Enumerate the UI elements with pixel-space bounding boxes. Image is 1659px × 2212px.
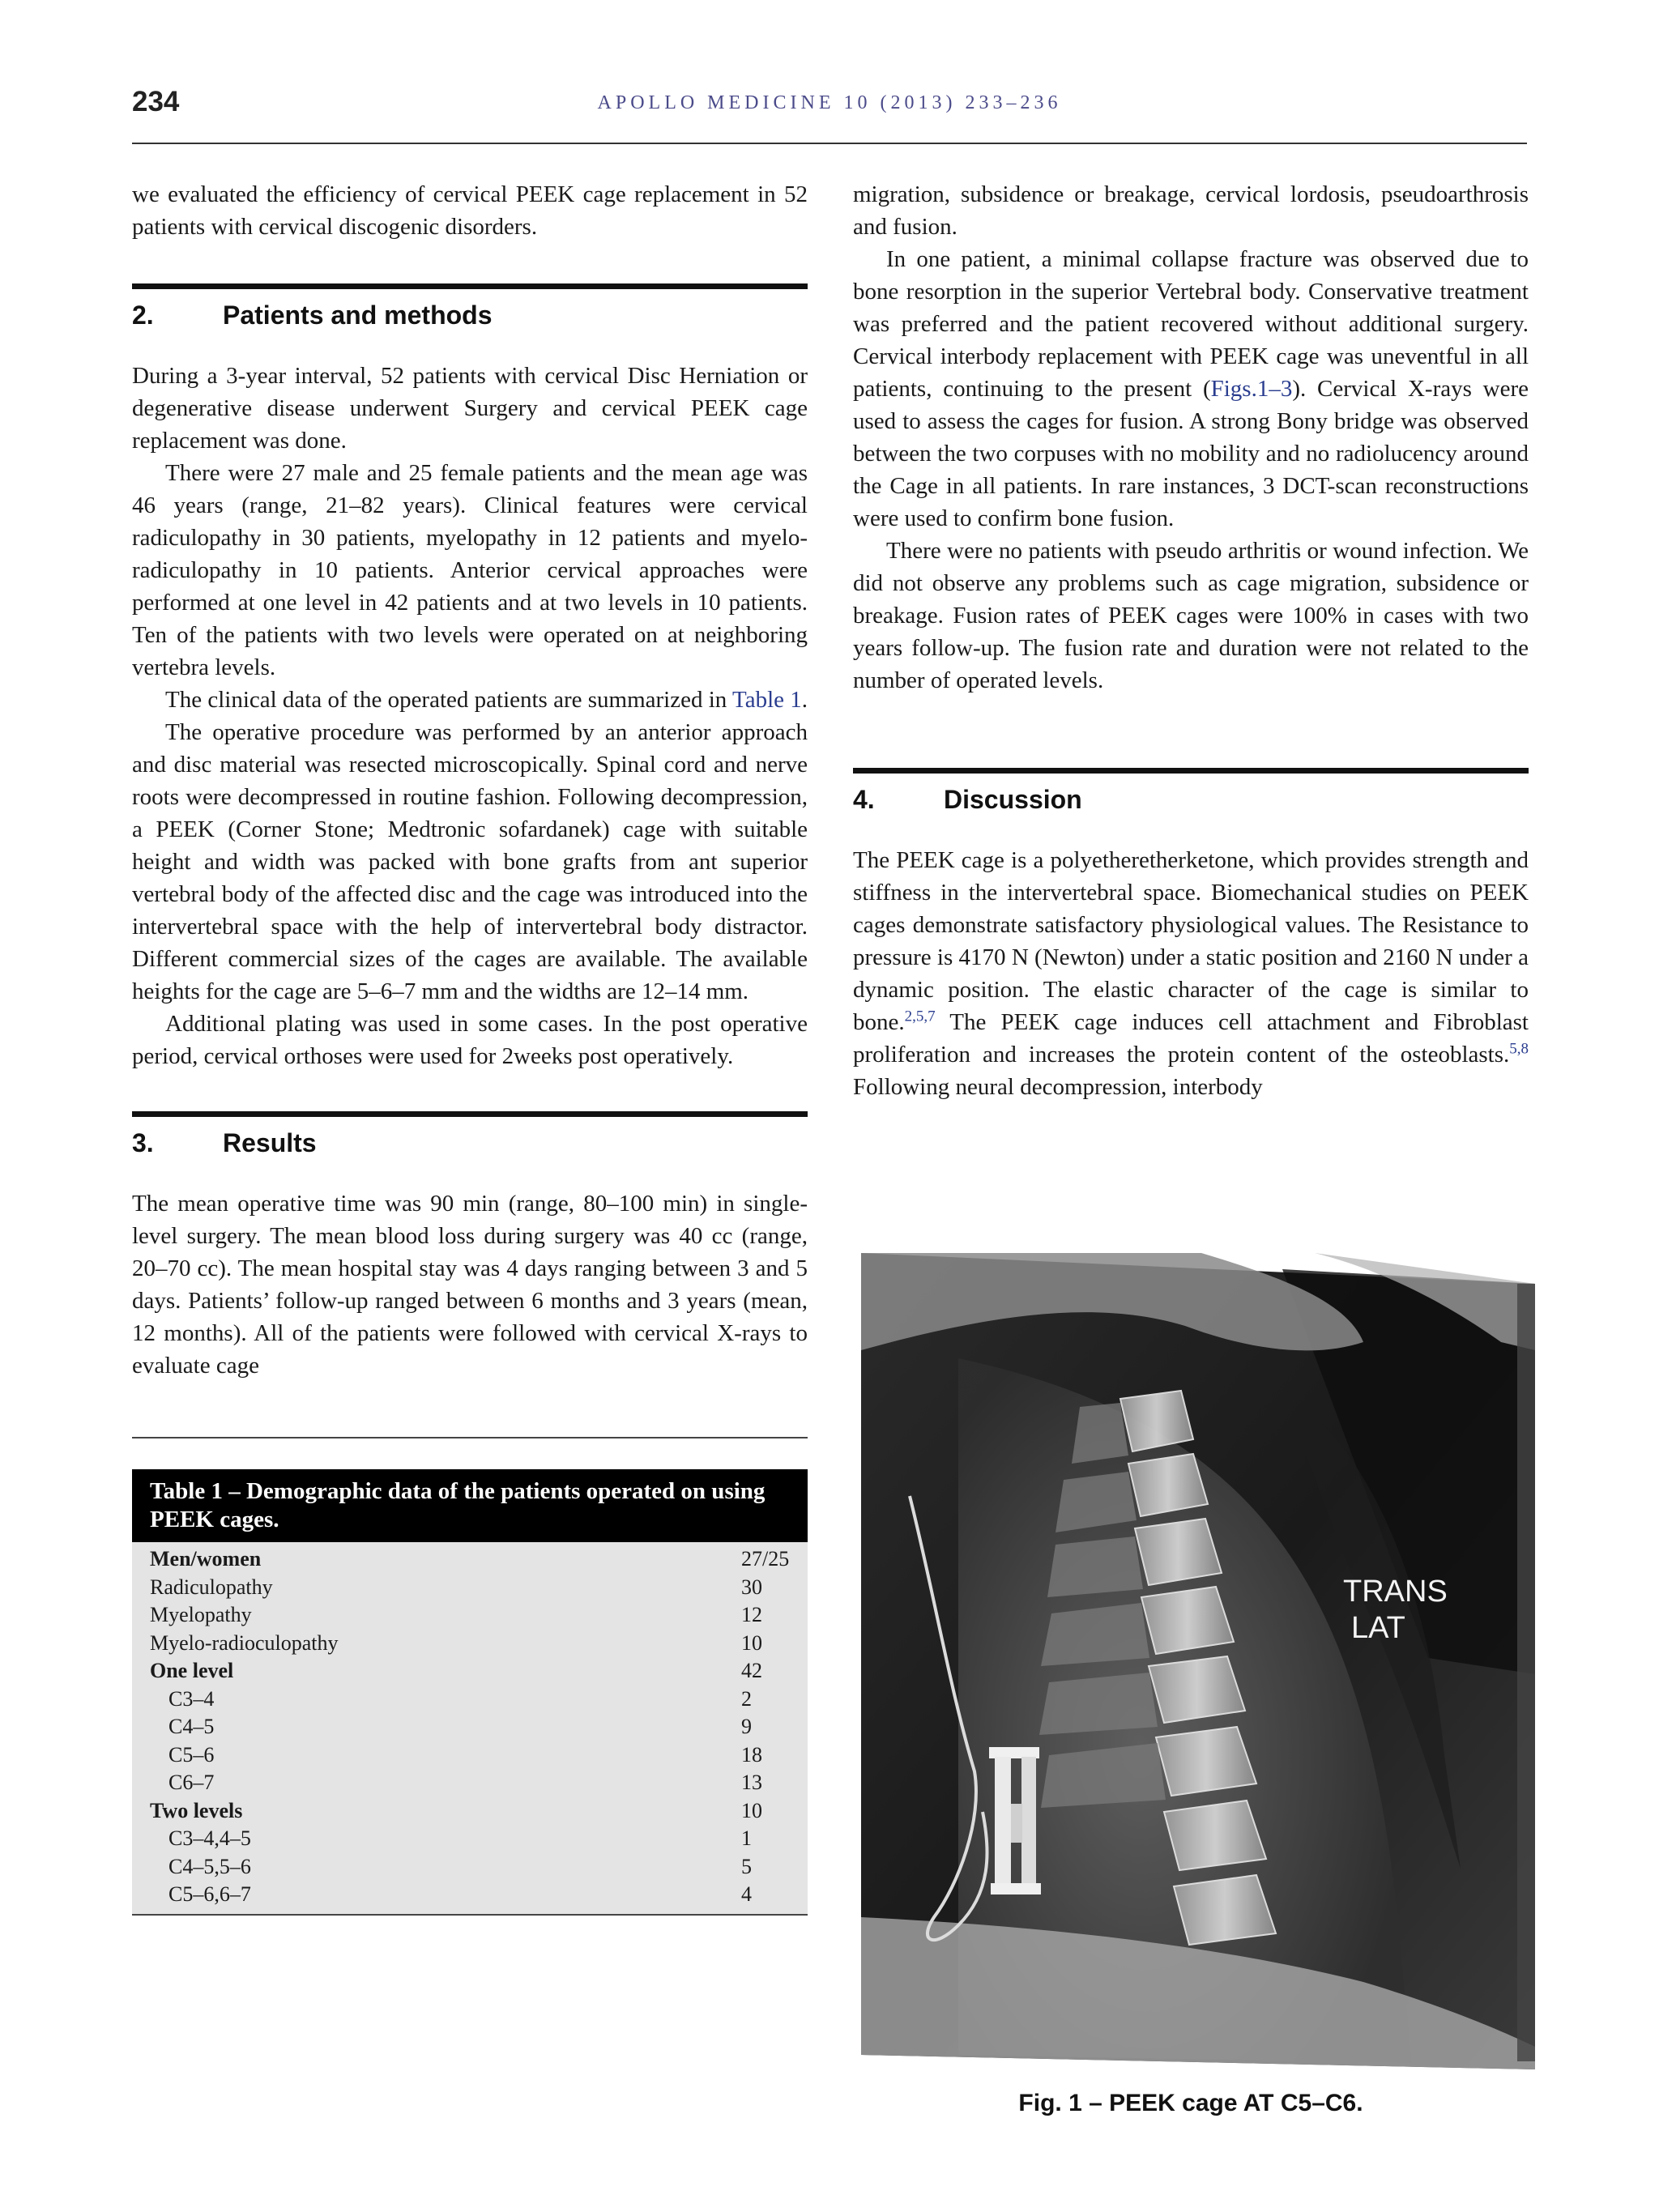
row-value: 42: [741, 1659, 762, 1683]
right-column: [853, 178, 1529, 1103]
section-number: 3.: [132, 1128, 154, 1157]
table-top-rule: [132, 1437, 808, 1438]
results-paragraph-3: In one patient, a minimal collapse fracture was observed due to bone resorption in the superior Vertebral body. Conservative treatment was preferred and the patient recovered without additional surgery. Cervical interbody replacement with PEEK cage was uneventful in all patients, continuing to the present (Figs.1–3). Cervical X-rays were used to assess the cages for fusion. A strong Bony bridge was observed between the two corpuses with no mobility and no radiolucency around the Cage in all patients. In rare instances, 3 DCT-scan reconstructions were used to confirm bone fusion.: [853, 246, 1529, 531]
row-label: Two levels: [150, 1798, 243, 1822]
row-value: 2: [741, 1686, 752, 1711]
figs-1-3-link[interactable]: Figs.1–3: [1210, 376, 1293, 402]
methods-paragraph-4: The operative procedure was performed by an anterior approach and disc material was resected microscopically. Spinal cord and nerve roots were decompressed in routine fashion. Following decompression, a PEEK (Corner Stone; Medtronic sofardanek) cage with suitable height and width was packed with bone grafts from ant superior vertebral body of the affected disc and the cage was introduced into the intervertebral space with the help of intervertebral body distractor. Different commercial sizes of the cages are available. The available heights for the cage are 5–6–7 mm and the widths are 12–14 mm.: [132, 719, 808, 1004]
results-paragraph-2: migration, subsidence or breakage, cervical lordosis, pseudoarthrosis and fusion.: [853, 181, 1529, 240]
methods-paragraph-1: During a 3-year interval, 52 patients with cervical Disc Herniation or degenerative disease underwent Surgery and cervical PEEK cage replacement was done.: [132, 363, 808, 454]
table-row: [132, 1797, 808, 1826]
row-value: 9: [741, 1715, 752, 1739]
intro-paragraph: we evaluated the efficiency of cervical PEEK cage replacement in 52 patients with cervical discogenic disorders.: [132, 181, 808, 240]
table-row: [132, 1853, 808, 1882]
citation-2-5-7[interactable]: 2,5,7: [904, 1008, 936, 1025]
table-row: [132, 1769, 808, 1797]
row-label: C3–4,4–5: [168, 1826, 251, 1851]
row-label: Myelo-radioculopathy: [150, 1630, 339, 1655]
row-label: C6–7: [168, 1771, 215, 1795]
table-row: [132, 1542, 808, 1574]
row-label: C5–6: [168, 1742, 215, 1767]
row-value: 5: [741, 1854, 752, 1878]
section-number: 4.: [853, 785, 875, 814]
row-value: 4: [741, 1882, 752, 1907]
journal-citation: APOLLO MEDICINE 10 (2013) 233–236: [597, 92, 1062, 113]
xray-label-trans: TRANS: [1343, 1575, 1448, 1609]
section-number: 2.: [132, 300, 154, 330]
row-value: 1: [741, 1826, 752, 1851]
table-1-link[interactable]: Table 1: [732, 687, 802, 713]
row-value: 10: [741, 1630, 762, 1655]
table-row: [132, 1713, 808, 1741]
row-label: Radiculopathy: [150, 1575, 273, 1599]
row-label: C3–4: [168, 1686, 215, 1711]
row-label: C4–5: [168, 1715, 215, 1739]
results-paragraph-1: The mean operative time was 90 min (range, 80–100 min) in single-level surgery. The mean blood loss during surgery was 40 cc (range, 20–70 cc). The mean hospital stay was 4 days ranging between 3 and 5 days. Patients’ follow-up ranged between 6 months and 3 years (mean, 12 months). All of the patients were followed with cervical X-rays to evaluate cage: [132, 1191, 808, 1379]
running-header: [132, 79, 1527, 144]
row-value: 13: [741, 1771, 762, 1795]
figure-caption: Fig. 1 – PEEK cage AT C5–C6.: [1018, 2090, 1363, 2116]
row-label: Myelopathy: [150, 1603, 252, 1627]
table-row: [132, 1741, 808, 1770]
section-title: Patients and methods: [223, 300, 493, 330]
xray-figure: [861, 1253, 1535, 2071]
citation-5-8[interactable]: 5,8: [1509, 1040, 1529, 1058]
row-value: 27/25: [741, 1547, 790, 1571]
row-label: One level: [150, 1659, 234, 1683]
methods-paragraph-5: Additional plating was used in some cases. In the post operative period, cervical orthoses were used for 2weeks post operatively.: [132, 1011, 808, 1069]
demographic-table: [132, 1469, 808, 1916]
section-4-heading: [853, 768, 1529, 815]
table-row: [132, 1630, 808, 1658]
cervical-xray-image: [861, 1253, 1535, 2071]
results-paragraph-4: There were no patients with pseudo arthritis or wound infection. We did not observe any problems such as cage migration, subsidence or breakage. Fusion rates of PEEK cages were 100% in cases with two years follow-up. The fusion rate and duration were not related to the number of operated levels.: [853, 538, 1529, 693]
section-title: Results: [223, 1128, 317, 1157]
section-title: Discussion: [944, 785, 1082, 814]
row-label: C4–5,5–6: [168, 1854, 251, 1878]
table-caption: Table 1 – Demographic data of the patients operated on using PEEK cages.: [132, 1469, 808, 1542]
table-row: [132, 1657, 808, 1686]
header-rule: [132, 143, 1527, 144]
table-row: [132, 1686, 808, 1714]
row-label: C5–6,6–7: [168, 1882, 251, 1907]
page-number: 234: [132, 86, 180, 117]
row-value: 30: [741, 1575, 762, 1599]
discussion-paragraph-1: The PEEK cage is a polyetheretherketone, which provides strength and stiffness in the intervertebral space. Biomechanical studies on PEEK cages demonstrate satisfactory physiological values. The Resistance to pressure is 4170 N (Newton) under a static position and 2160 N under a dynamic position. The elastic character of the cage is similar to bone.$^{2,5,7}$ The PEEK cage induces cell attachment and Fibroblast proliferation and increases the protein content of the osteoblasts.$^{5,8}$ Following neural decompression, interbody: [853, 847, 1529, 1100]
xray-label-lat: LAT: [1351, 1611, 1405, 1645]
row-label: Men/women: [150, 1547, 262, 1571]
section-3-heading: [132, 1111, 808, 1158]
section-2-heading: [132, 283, 808, 330]
row-value: 10: [741, 1798, 762, 1822]
row-value: 12: [741, 1603, 762, 1627]
table-row: [132, 1881, 808, 1914]
methods-paragraph-3: The clinical data of the operated patients are summarized in Table 1.: [165, 687, 808, 713]
methods-paragraph-2: There were 27 male and 25 female patients and the mean age was 46 years (range, 21–82 years). Clinical features were cervical radiculopathy in 30 patients, myelopathy in 12 patients and myelo-radiculopathy in 10 patients. Anterior cervical approaches were performed at one level in 42 patients and at two levels in 10 patients. Ten of the patients with two levels were operated on at neighboring vertebra levels.: [132, 460, 808, 680]
table-row: [132, 1825, 808, 1853]
table-row: [132, 1574, 808, 1602]
left-column: [132, 178, 808, 1916]
row-value: 18: [741, 1742, 762, 1767]
table-row: [132, 1601, 808, 1630]
